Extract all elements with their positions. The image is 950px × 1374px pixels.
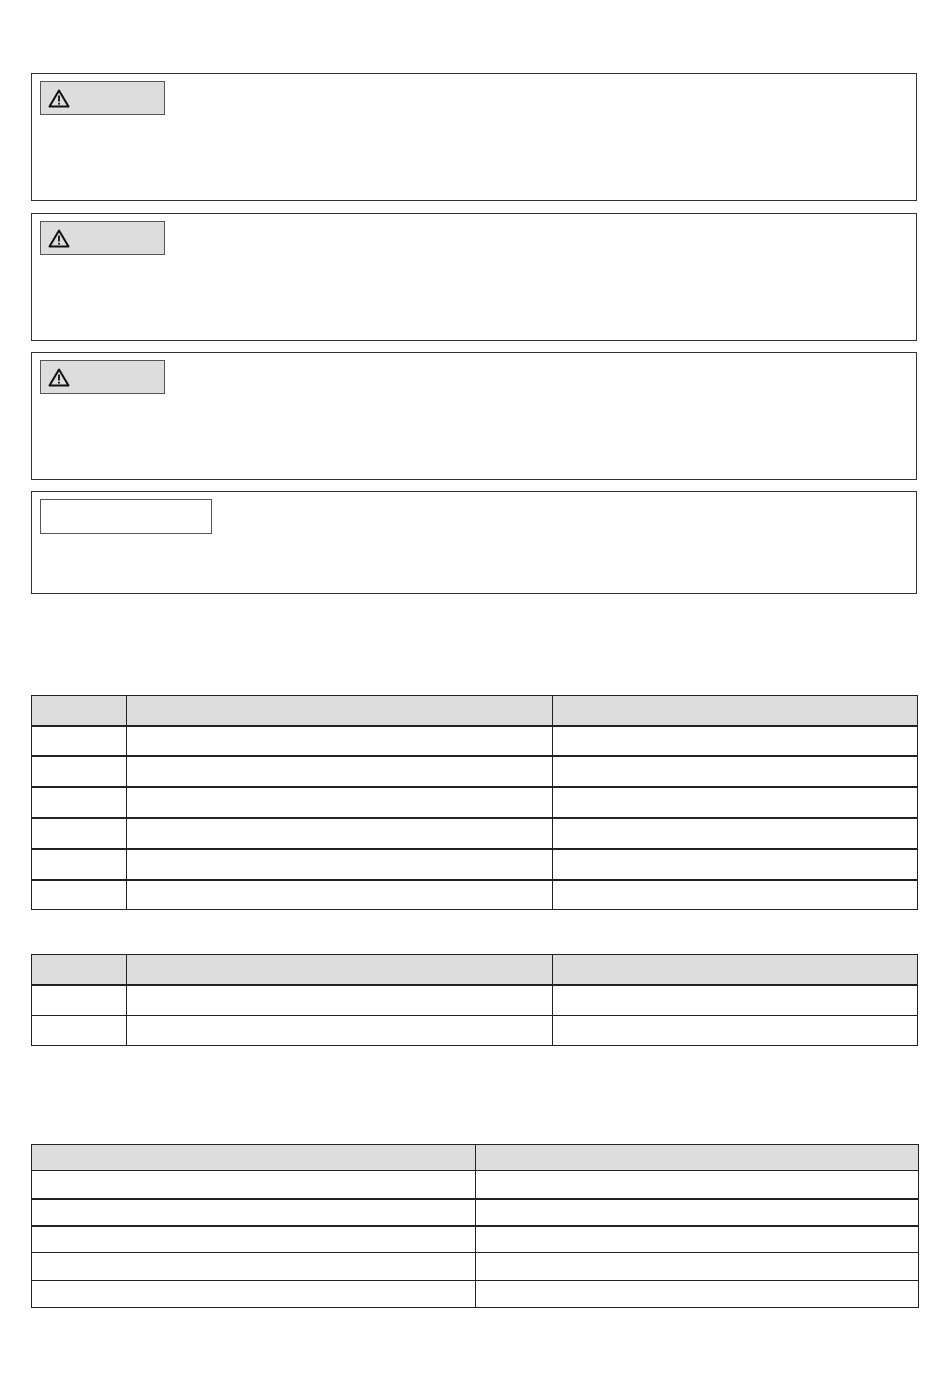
table-header-row: [32, 1145, 919, 1171]
table-cell: [553, 985, 918, 1016]
table-cell: [32, 756, 127, 787]
table-cell: [127, 787, 553, 818]
note-box: [31, 491, 917, 594]
table-cell: [553, 1016, 918, 1046]
table-cell: [476, 1171, 919, 1199]
warning-triangle-icon: [48, 89, 70, 108]
table-cell: [32, 1226, 476, 1253]
table-row: [32, 787, 918, 818]
table-cell: [127, 849, 553, 880]
table-header-cell: [127, 696, 553, 726]
warning-box-2: [31, 213, 917, 341]
table-cell: [553, 726, 918, 756]
table-row: [32, 726, 918, 756]
table-cell: [32, 1253, 476, 1281]
table-row: [32, 849, 918, 880]
table-cell: [127, 726, 553, 756]
table-cell: [553, 818, 918, 849]
warning-triangle-icon: [48, 229, 70, 248]
note-tag: [40, 499, 212, 534]
table-cell: [32, 818, 127, 849]
table-cell: [32, 787, 127, 818]
table-row: [32, 1016, 918, 1046]
table-cell: [553, 849, 918, 880]
table-header-row: [32, 696, 918, 726]
table-cell: [127, 880, 553, 910]
table-row: [32, 1253, 919, 1281]
table-cell: [32, 1016, 127, 1046]
table-header-cell: [127, 955, 553, 985]
table-2: [31, 954, 918, 1046]
table-header-cell: [32, 955, 127, 985]
table-header-cell: [476, 1145, 919, 1171]
warning-tag: [40, 81, 165, 115]
table-3: [31, 1144, 919, 1308]
table-cell: [476, 1281, 919, 1308]
warning-tag: [40, 360, 165, 394]
table-cell: [32, 1199, 476, 1226]
table-row: [32, 1171, 919, 1199]
table-cell: [127, 985, 553, 1016]
table-row: [32, 1226, 919, 1253]
table-1: [31, 695, 918, 910]
table-cell: [127, 756, 553, 787]
warning-box-3: [31, 352, 917, 480]
table-cell: [32, 726, 127, 756]
table-cell: [32, 849, 127, 880]
table-row: [32, 1199, 919, 1226]
table-row: [32, 818, 918, 849]
table-header-cell: [553, 955, 918, 985]
table-header-row: [32, 955, 918, 985]
table-row: [32, 880, 918, 910]
table-cell: [476, 1226, 919, 1253]
table-cell: [32, 1171, 476, 1199]
table-cell: [476, 1253, 919, 1281]
table-cell: [32, 985, 127, 1016]
table-header-cell: [32, 1145, 476, 1171]
table-header-cell: [32, 696, 127, 726]
table-header-cell: [553, 696, 918, 726]
table-cell: [32, 1281, 476, 1308]
table-cell: [32, 880, 127, 910]
table-cell: [127, 1016, 553, 1046]
table-cell: [553, 787, 918, 818]
table-cell: [476, 1199, 919, 1226]
table-cell: [553, 880, 918, 910]
table-row: [32, 756, 918, 787]
warning-triangle-icon: [48, 368, 70, 387]
warning-tag: [40, 221, 165, 255]
table-row: [32, 1281, 919, 1308]
warning-box-1: [31, 73, 917, 201]
table-cell: [553, 756, 918, 787]
table-cell: [127, 818, 553, 849]
table-row: [32, 985, 918, 1016]
